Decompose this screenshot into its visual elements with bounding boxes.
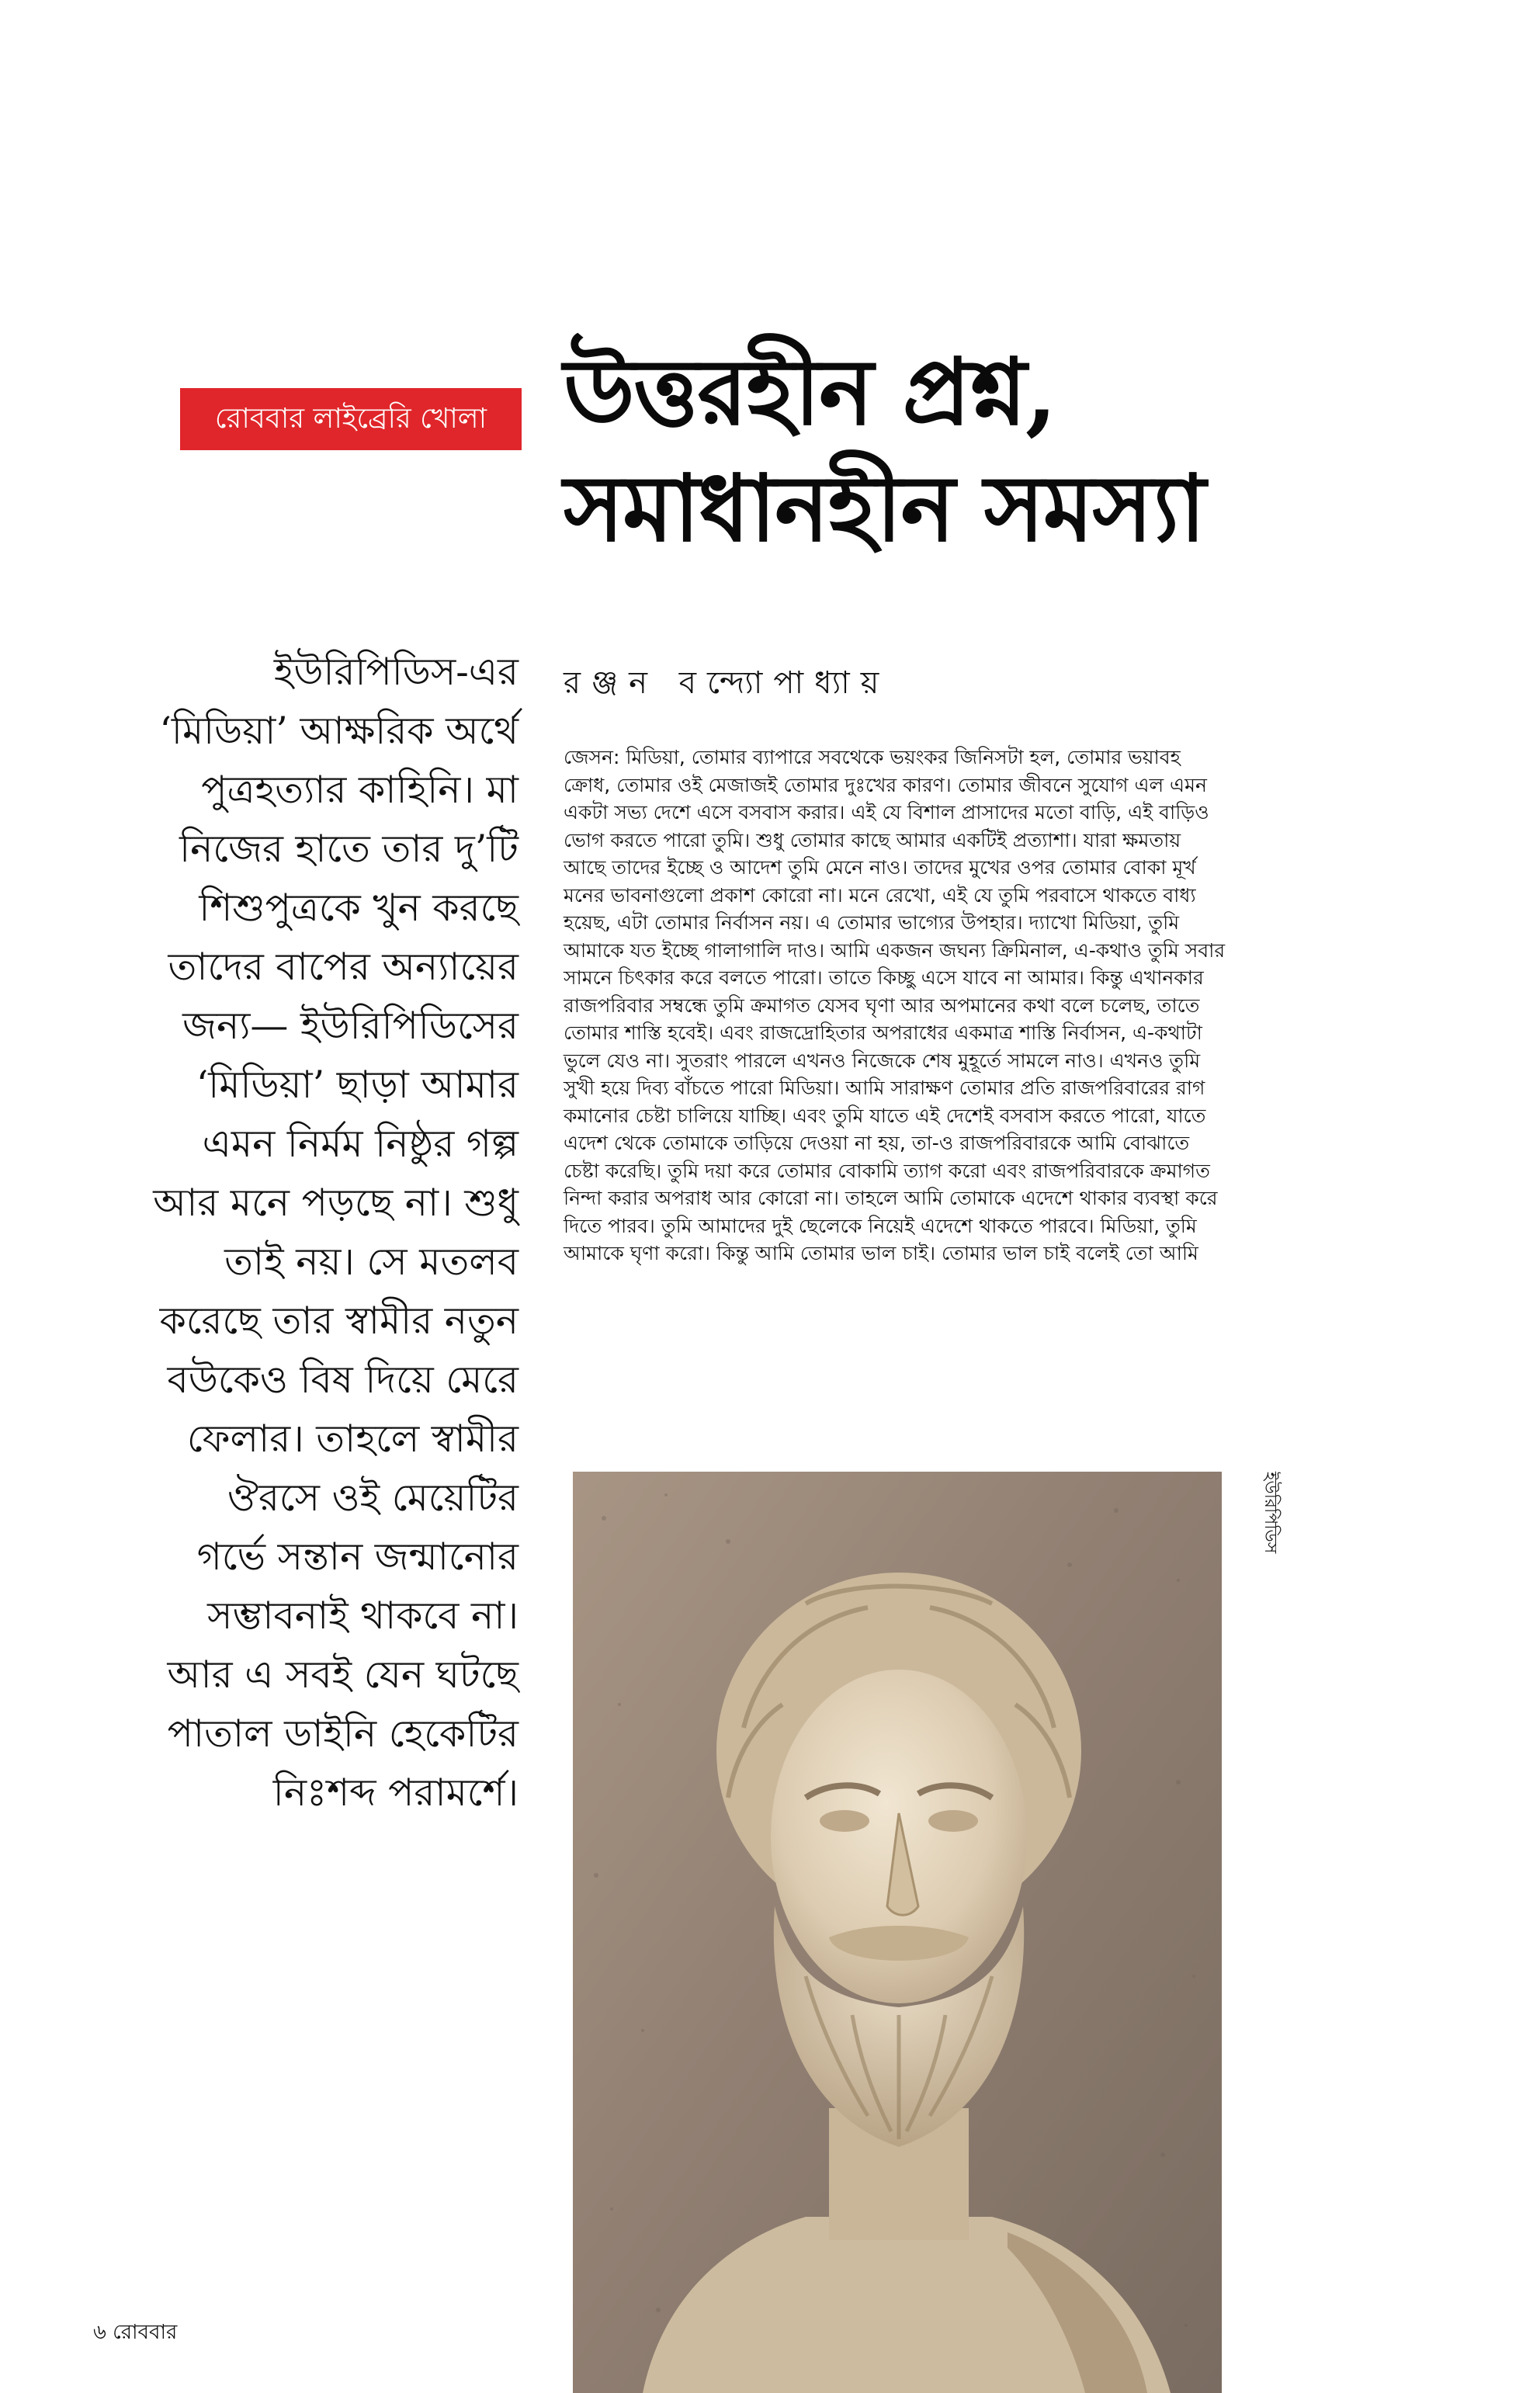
pullquote-line: আর এ সবই যেন ঘটছে [167, 1653, 519, 1697]
body-line: সুখী হয়ে দিব্য বাঁচতে পারো মিডিয়া। আমি সারাক্ষণ তোমার প্রতি রাজপরিবারের রাগ [564, 1077, 1205, 1099]
pullquote-line: তাই নয়। সে মতলব [224, 1240, 519, 1284]
body-line: একটা সভ্য দেশে এসে বসবাস করার। এই যে বিশাল প্রাসাদের মতো বাড়ি, এই বাড়িও [564, 801, 1209, 824]
body-line: এদেশ থেকে তোমাকে তাড়িয়ে দেওয়া না হয়, তা-ও রাজপরিবারকে আমি বোঝাতে [564, 1132, 1190, 1154]
headline-line-2: সমাধানহীন সমস্যা [564, 454, 1205, 562]
pullquote-line: এমন নির্মম নিষ্ঠুর গল্প [202, 1122, 519, 1166]
pullquote-line: ‘মিডিয়া’ ছাড়া আমার [196, 1063, 519, 1107]
photo-caption-text: ইউরিপিডিস [1261, 1472, 1280, 1554]
body-line: রাজপরিবার সম্বন্ধে তুমি ক্রমাগত যেসব ঘৃণা আর অপমানের কথা বলে চলেছ, তাতে [564, 994, 1200, 1017]
pullquote-line: ফেলার। তাহলে স্বামীর [186, 1417, 519, 1461]
body-line: ভুলে যেও না। সুতরাং পারলে এখনও নিজেকে শেষ মুহূর্তে সামলে নাও। এখনও তুমি [564, 1049, 1201, 1072]
body-line: তোমার শাস্তি হবেই। এবং রাজদ্রোহিতার অপরাধের একমাত্র শাস্তি নির্বাসন, এ-কথাটা [564, 1021, 1202, 1044]
pullquote-line: গর্ভে সন্তান জন্মানোর [196, 1535, 519, 1579]
body-line: আছে তাদের ইচ্ছে ও আদেশ তুমি মেনে নাও। তাদের মুখের ওপর তোমার বোকা মূর্খ [564, 856, 1196, 879]
pullquote-line: আর মনে পড়ছে না। শুধু [153, 1181, 519, 1225]
pullquote [93, 643, 519, 1822]
headline [564, 334, 1417, 567]
pullquote-line: ঔরসে ওই মেয়েটির [227, 1476, 519, 1520]
pullquote-line: নিজের হাতে তার দু’টি [179, 827, 519, 871]
body-line: হয়েছ, এটা তোমার নির্বাসন নয়। এ তোমার ভাগ্যের উপহার। দ্যাখো মিডিয়া, তুমি [564, 911, 1180, 934]
body-line: ক্রোধ, তোমার ওই মেজাজই তোমার দুঃখের কারণ। তোমার জীবনে সুযোগ এল এমন [564, 773, 1207, 796]
article-body [564, 744, 1410, 1268]
pullquote-line: পাতাল ডাইনি হেকেটির [167, 1712, 519, 1756]
body-line: আমাকে ঘৃণা করো। কিন্তু আমি তোমার ভাল চাই। তোমার ভাল চাই বলেই তো আমি [564, 1242, 1198, 1264]
body-line: আমাকে যত ইচ্ছে গালাগালি দাও। আমি একজন জঘন্য ক্রিমিনাল, এ-কথাও তুমি সবার [564, 938, 1226, 962]
pullquote-line: জন্য— ইউরিপিডিসের [182, 1004, 519, 1048]
body-line: দিতে পারব। তুমি আমাদের দুই ছেলেকে নিয়েই এদেশে থাকতে পারবে। মিডিয়া, তুমি [564, 1214, 1197, 1237]
body-line: মনের ভাবনাগুলো প্রকাশ কোরো না। মনে রেখো, এই যে তুমি পরবাসে থাকতে বাধ্য [564, 883, 1196, 907]
body-line: জেসন: মিডিয়া, তোমার ব্যাপারে সবথেকে ভয়ংকর জিনিসটা হল, তোমার ভয়াবহ [564, 746, 1181, 768]
pullquote-line: তাদের বাপের অন্যায়ের [168, 945, 519, 989]
pullquote-line: ইউরিপিডিস-এর [273, 650, 519, 694]
body-line: ভোগ করতে পারো তুমি। শুধু তোমার কাছে আমার একটিই প্রত্যাশা। যারা ক্ষমতায় [564, 828, 1181, 851]
body-line: নিন্দা করার অপরাধ আর কোরো না। তাহলে আমি তোমাকে এদেশে থাকার ব্যবস্থা করে [564, 1187, 1218, 1209]
pullquote-line: পুত্রহত্যার কাহিনি। মা [201, 768, 519, 812]
photo-caption [1253, 1472, 1284, 1588]
euripides-bust-photo [573, 1472, 1222, 2393]
section-tag: রোববার লাইব্রেরি খোলা [180, 388, 522, 450]
body-line: চেষ্টা করেছি। তুমি দয়া করে তোমার বোকামি ত্যাগ করো এবং রাজপরিবারকে ক্রমাগত [564, 1159, 1210, 1182]
pullquote-line: বউকেও বিষ দিয়ে মেরে [167, 1358, 519, 1402]
pullquote-line: সম্ভাবনাই থাকবে না। [207, 1594, 519, 1638]
byline: রঞ্জন বন্দ্যোপাধ্যায় [564, 665, 890, 701]
body-line: কমানোর চেষ্টা চালিয়ে যাচ্ছি। এবং তুমি যাতে এই দেশেই বসবাস করতে পারো, যাতে [564, 1104, 1206, 1127]
body-line: সামনে চিৎকার করে বলতে পারো। তাতে কিচ্ছু এসে যাবে না আমার। কিন্তু এখানকার [564, 966, 1204, 989]
page-folio: ৬ রোববার [93, 2321, 178, 2344]
pullquote-line: ‘মিডিয়া’ আক্ষরিক অর্থে [159, 709, 519, 753]
pullquote-line: শিশুপুত্রকে খুন করছে [199, 886, 519, 930]
headline-line-1: উত্তরহীন প্রশ্ন, [564, 338, 1056, 446]
pullquote-line: নিঃশব্দ পরামর্শে। [272, 1770, 519, 1815]
pullquote-line: করেছে তার স্বামীর নতুন [159, 1299, 519, 1343]
